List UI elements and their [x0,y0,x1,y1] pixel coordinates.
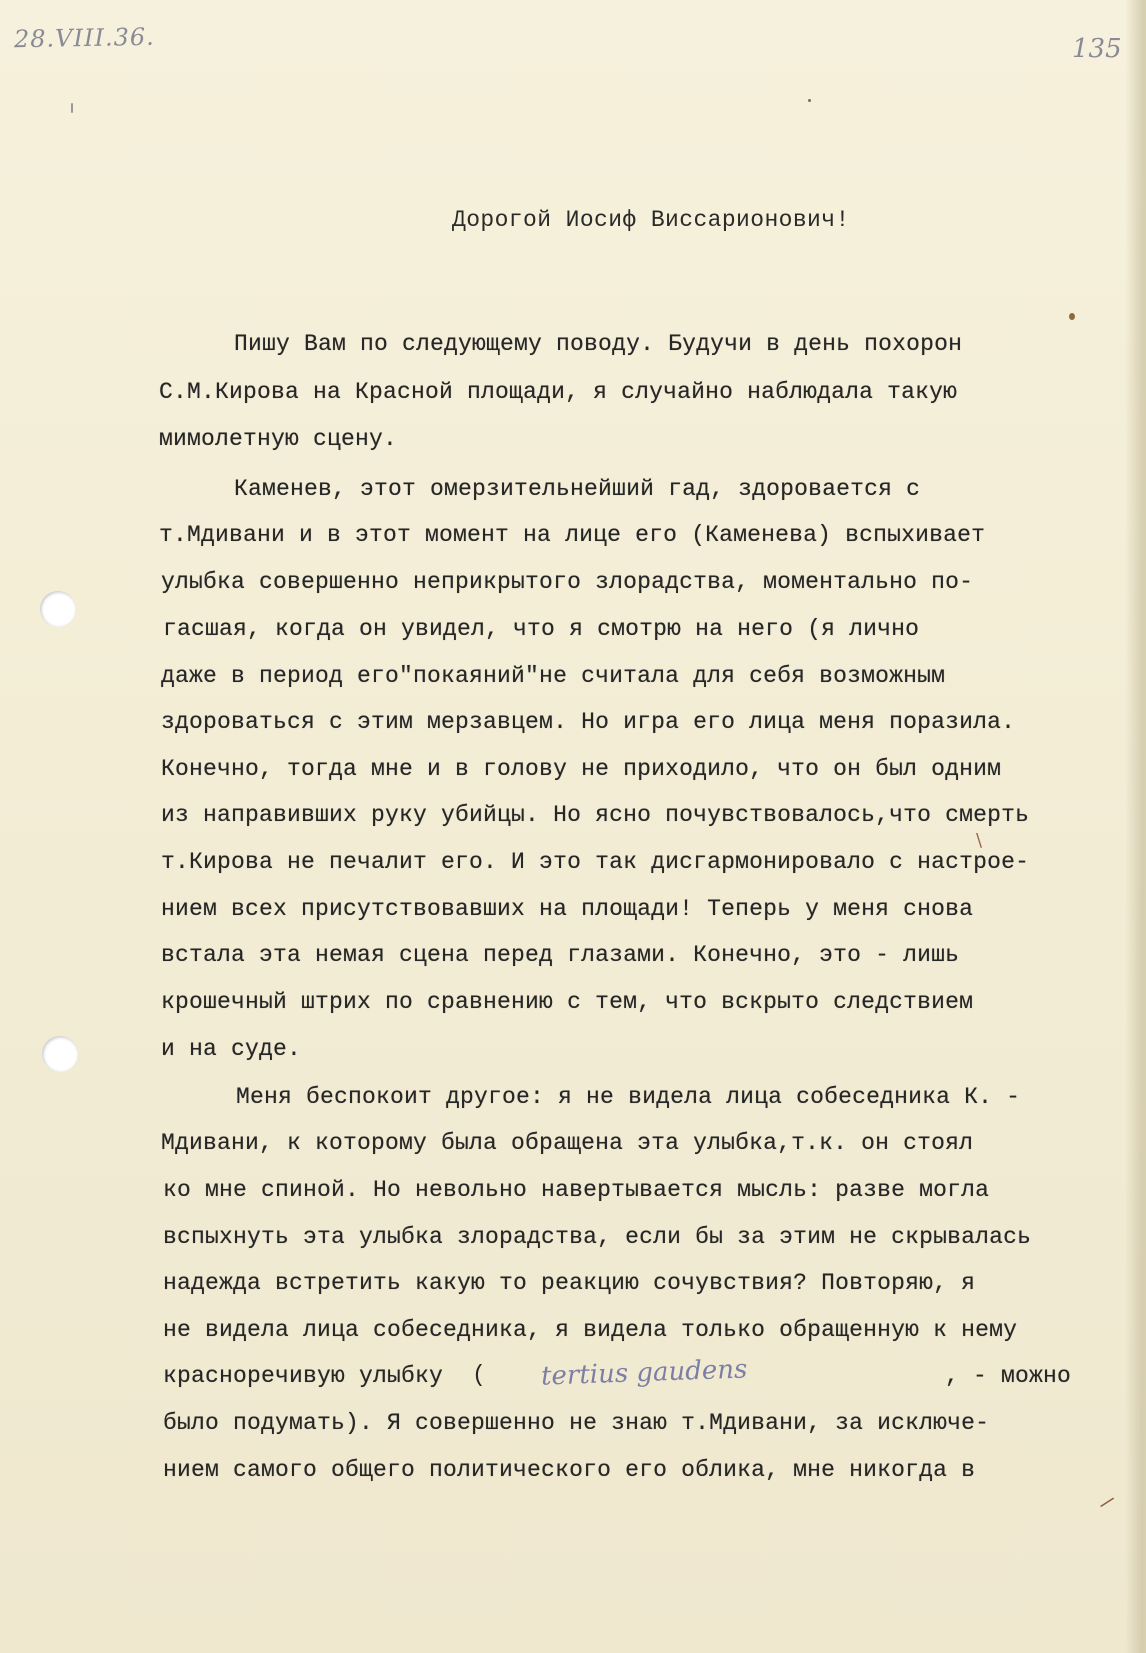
punch-hole-upper [40,591,76,627]
letter-line: т.Мдивани и в этот момент на лице его (Каменева) вспыхивает [159,522,986,548]
stain-speck [71,103,73,113]
letter-line: крошечный штрих по сравнению с тем, что вскрыто следствием [161,989,974,1015]
ink-mark: \ [976,830,983,851]
letter-line: Мдивани, к которому была обращена эта улыбка,т.к. он стоял [161,1130,974,1156]
letter-line: даже в период его"покаяний"не считала для себя возможным [161,663,946,689]
letter-line: надежда встретить какую то реакцию сочувствия? Повторяю, я [163,1270,976,1296]
letter-line: вспыхнуть эта улыбка злорадства, если бы за этим не скрывалась [163,1224,1032,1250]
letter-line: красноречивую улыбку [163,1363,444,1389]
stain-speck [1069,313,1075,320]
letter-line: и на суде. [161,1036,302,1062]
letter-line: Пишу Вам по следующему поводу. Будучи в день похорон [234,331,963,357]
letter-line: ко мне спиной. Но невольно навертывается мысль: разве могла [163,1177,990,1203]
letter-line: Меня беспокоит другое: я не видела лица собеседника К. - [236,1084,1021,1110]
letter-line: Каменев, этот омерзительнейший гад, здоровается с [234,476,921,502]
letter-line: т.Кирова не печалит его. И это так дисгармонировало с настрое- [161,849,1030,875]
letter-line: из направивших руку убийцы. Но ясно почувствовалось,что смерть [161,802,1030,828]
letter-line: здороваться с этим мерзавцем. Но игра его лица меня поразила. [161,709,1016,735]
letter-line: нием самого общего политического его облика, мне никогда в [163,1457,976,1483]
punch-hole-lower [42,1036,78,1072]
handwritten-date: 28.VIII.36. [13,22,155,54]
letter-line: Конечно, тогда мне и в голову не приходило, что он был одним [161,756,1002,782]
handwritten-page-number: 135 [1072,34,1122,64]
stain-speck [808,99,811,102]
letter-line: встала эта немая сцена перед глазами. Конечно, это - лишь [161,942,960,968]
page-edge-shadow [1125,0,1143,1653]
ink-mark: / [1097,1492,1117,1513]
letter-line: , - можно [945,1363,1072,1389]
letter-line: нием всех присутствовавших на площади! Теперь у меня снова [161,896,974,922]
letter-line: было подумать). Я совершенно не знаю т.Мдивани, за исключе- [163,1410,990,1436]
letter-line: гасшая, когда он увидел, что я смотрю на него (я лично [163,616,920,642]
letter-line: не видела лица собеседника, я видела только обращенную к нему [163,1317,1018,1343]
letter-salutation: Дорогой Иосиф Виссарионович! [452,207,850,233]
letter-line: улыбка совершенно неприкрытого злорадства, моментально по- [161,569,974,595]
letter-line-paren: ( [472,1362,486,1388]
letter-line: С.М.Кирова на Красной площади, я случайно наблюдала такую [159,379,958,405]
letter-line: мимолетную сцену. [159,426,398,452]
handwritten-insert: tertius gaudens [540,1354,748,1392]
